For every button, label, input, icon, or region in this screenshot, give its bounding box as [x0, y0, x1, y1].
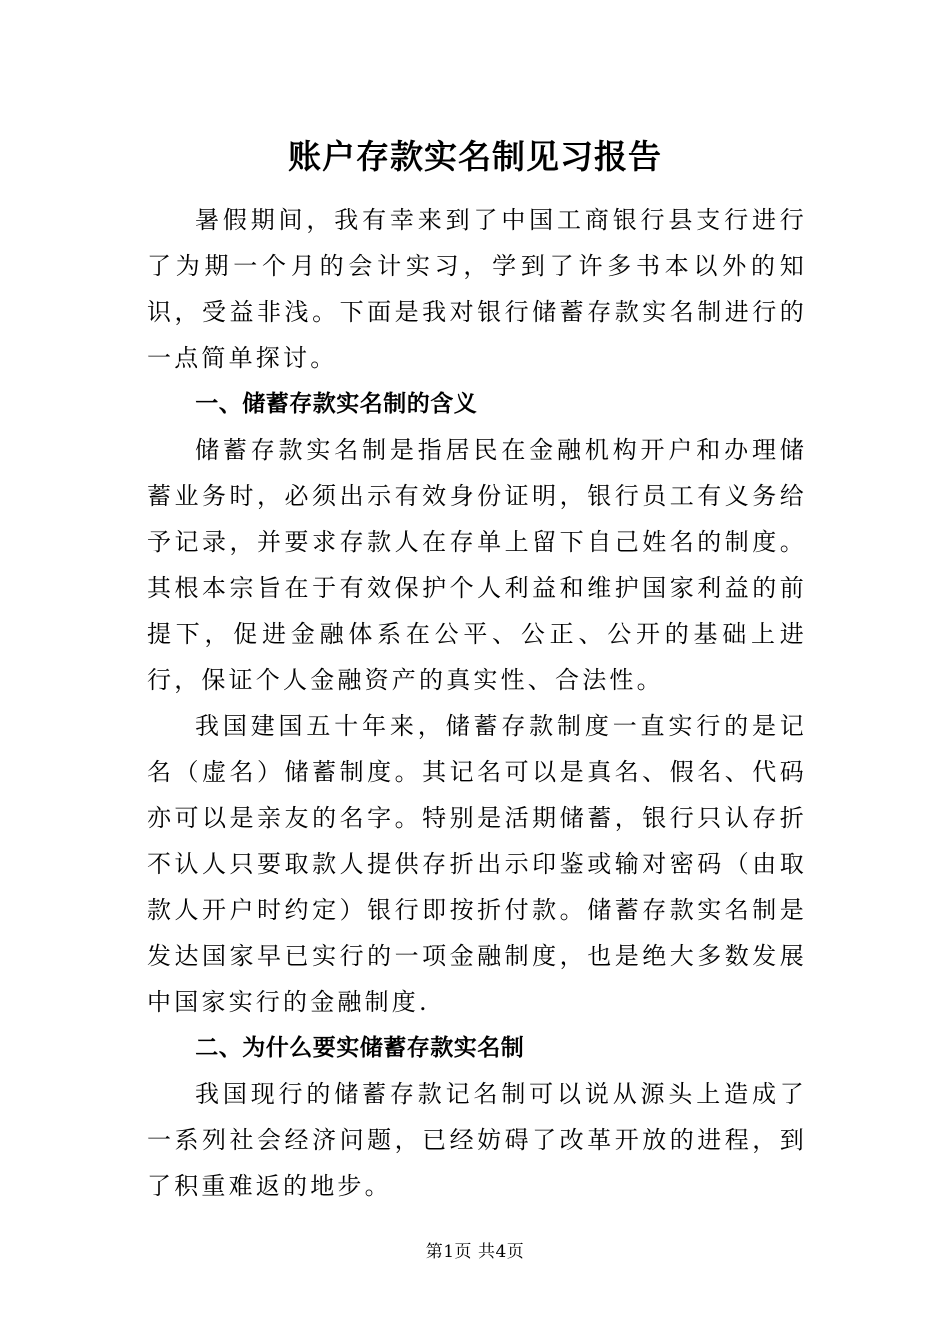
intro-paragraph: 暑假期间，我有幸来到了中国工商银行县支行进行了为期一个月的会计实习，学到了许多书本以外的知识，受益非浅。下面是我对银行储蓄存款实名制进行的一点简单探讨。: [147, 206, 807, 372]
section-1-heading: 一、储蓄存款实名制的含义: [195, 391, 478, 417]
section-1-paragraph-1: 储蓄存款实名制是指居民在金融机构开户和办理储蓄业务时，必须出示有效身份证明，银行员工有义务给予记录，并要求存款人在存单上留下自己姓名的制度。其根本宗旨在于有效保护个人利益和维护国家利益的前提下，促进金融体系在公平、公正、公开的基础上进行，保证个人金融资产的真实性、合法性。: [147, 436, 807, 694]
section-2-heading: 二、为什么要实储蓄存款实名制: [195, 1035, 525, 1061]
document-title: 账户存款实名制见习报告: [288, 137, 662, 176]
section-1-paragraph-2: 我国建国五十年来，储蓄存款制度一直实行的是记名（虚名）储蓄制度。其记名可以是真名、假名、代码亦可以是亲友的名字。特别是活期储蓄，银行只认存折不认人只要取款人提供存折出示印鉴或输对密码（由取款人开户时约定）银行即按折付款。储蓄存款实名制是发达国家早已实行的一项金融制度，也是绝大多数发展中国家实行的金融制度.: [147, 712, 807, 1016]
page-indicator: 第1页 共4页: [425, 1242, 525, 1262]
section-2-paragraph-1: 我国现行的储蓄存款记名制可以说从源头上造成了一系列社会经济问题，已经妨碍了改革开放的进程，到了积重难返的地步。: [147, 1080, 807, 1200]
document-body: [147, 197, 807, 1209]
